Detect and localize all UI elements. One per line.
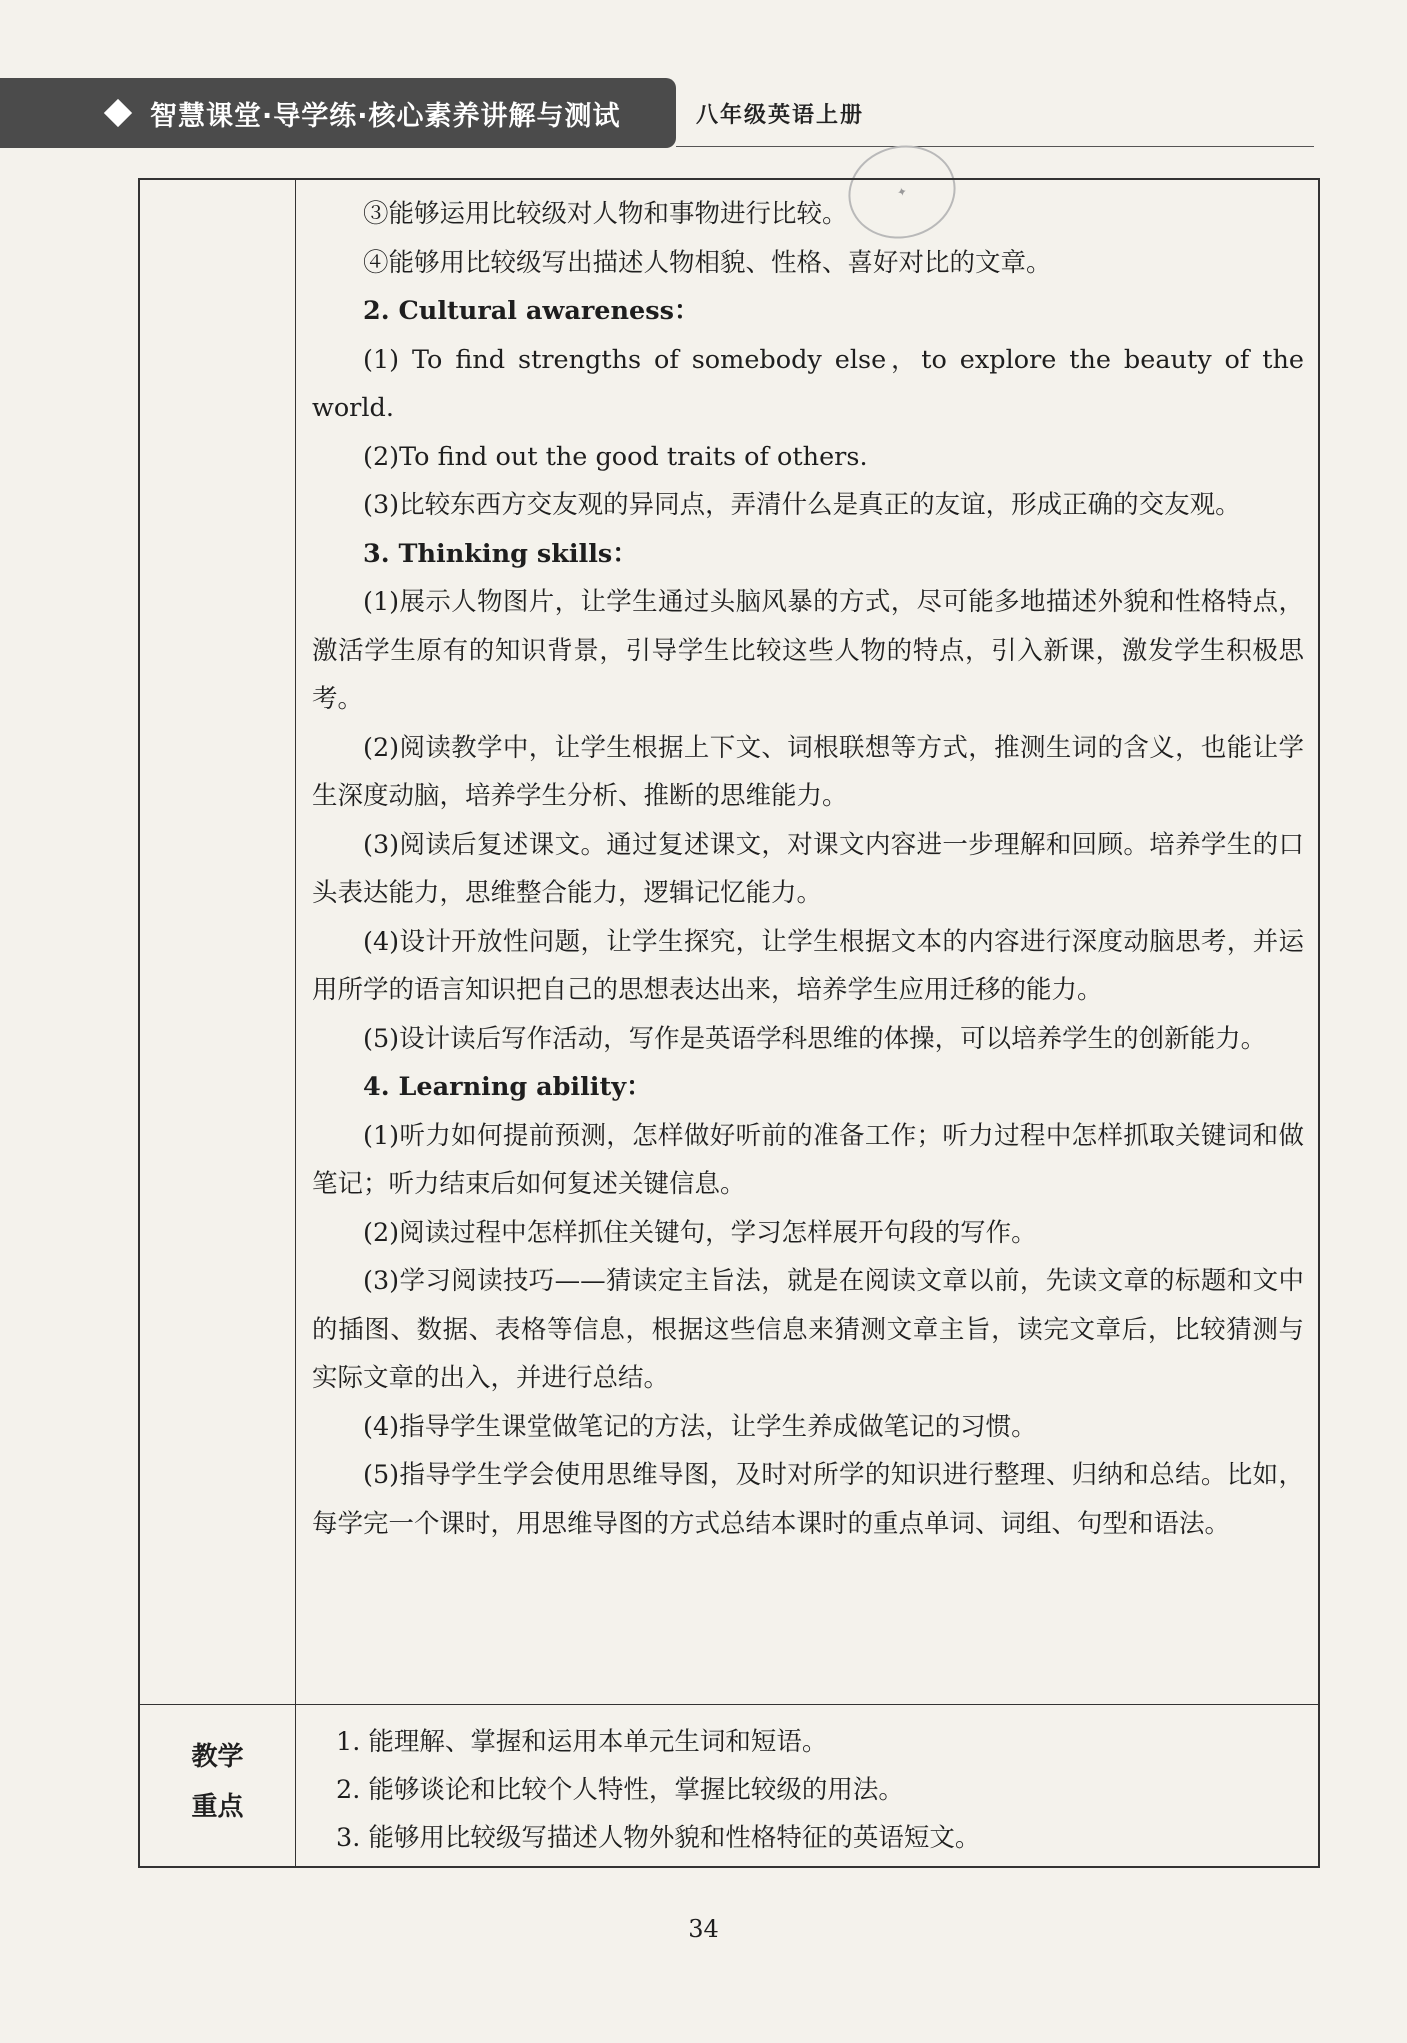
focus-item: 2. 能够谈论和比较个人特性，掌握比较级的用法。	[336, 1775, 904, 1805]
focus-item: 3. 能够用比较级写描述人物外貌和性格特征的英语短文。	[336, 1823, 981, 1853]
header-banner	[0, 78, 676, 148]
objective-paragraph: (3)比较东西方交友观的异同点，弄清什么是真正的友谊，形成正确的交友观。	[363, 490, 1241, 520]
focus-label-line2: 重点	[191, 1792, 244, 1822]
column-divider	[295, 180, 296, 1866]
objective-paragraph: (1) To find strengths of somebody else，to explore the beauty of the world.	[312, 344, 1304, 423]
objective-paragraph: (5)指导学生学会使用思维导图，及时对所学的知识进行整理、归纳和总结。比如，每学完一个课时，用思维导图的方式总结本课时的重点单词、词组、句型和语法。	[312, 1460, 1304, 1539]
diamond-icon	[104, 99, 132, 127]
objective-paragraph: (1)听力如何提前预测，怎样做好听前的准备工作；听力过程中怎样抓取关键词和做笔记；听力结束后如何复述关键信息。	[312, 1120, 1304, 1199]
stamp-icon: ✦	[838, 134, 965, 249]
page-number: 34	[688, 1915, 719, 1943]
objectives-table	[138, 178, 1320, 1868]
focus-list	[336, 1718, 1296, 1862]
objective-paragraph: (2)阅读教学中，让学生根据上下文、词根联想等方式，推测生词的含义，也能让学生深度动脑，培养学生分析、推断的思维能力。	[312, 732, 1304, 811]
objective-paragraph: (4)指导学生课堂做笔记的方法，让学生养成做笔记的习惯。	[363, 1411, 1037, 1442]
section-heading: 2. Cultural awareness：	[363, 296, 700, 326]
objective-paragraph: (2)To find out the good traits of others.	[363, 441, 868, 472]
objective-paragraph: (3)学习阅读技巧——猜读定主旨法，就是在阅读文章以前，先读文章的标题和文中的插图、数据、表格等信息，根据这些信息来猜测文章主旨，读完文章后，比较猜测与实际文章的出入，并进行总结。	[312, 1266, 1304, 1393]
header-rule	[676, 146, 1314, 147]
focus-label	[140, 1732, 295, 1832]
objective-paragraph: (3)阅读后复述课文。通过复述课文，对课文内容进一步理解和回顾。培养学生的口头表达能力，思维整合能力，逻辑记忆能力。	[312, 829, 1304, 908]
objective-paragraph: (4)设计开放性问题，让学生探究，让学生根据文本的内容进行深度动脑思考，并运用所学的语言知识把自己的思想表达出来，培养学生应用迁移的能力。	[312, 926, 1304, 1005]
objective-paragraph: (2)阅读过程中怎样抓住关键句，学习怎样展开句段的写作。	[363, 1217, 1037, 1248]
objective-paragraph: ④能够用比较级写出描述人物相貌、性格、喜好对比的文章。	[363, 247, 1052, 278]
book-title: 智慧课堂·导学练·核心素养讲解与测试	[150, 100, 621, 132]
focus-item: 1. 能理解、掌握和运用本单元生词和短语。	[336, 1727, 828, 1757]
focus-label-line1: 教学	[191, 1742, 244, 1772]
objective-paragraph: (1)展示人物图片，让学生通过头脑风暴的方式，尽可能多地描述外貌和性格特点，激活学生原有的知识背景，引导学生比较这些人物的特点，引入新课，激发学生积极思考。	[312, 587, 1304, 714]
row-divider	[140, 1704, 1318, 1705]
objectives-content	[312, 190, 1304, 1548]
objective-paragraph: ③能够运用比较级对人物和事物进行比较。	[363, 199, 848, 229]
grade-label: 八年级英语上册	[696, 103, 865, 128]
objective-paragraph: (5)设计读后写作活动，写作是英语学科思维的体操，可以培养学生的创新能力。	[363, 1023, 1267, 1054]
section-heading: 4. Learning ability：	[363, 1072, 652, 1102]
section-heading: 3. Thinking skills：	[363, 538, 638, 569]
